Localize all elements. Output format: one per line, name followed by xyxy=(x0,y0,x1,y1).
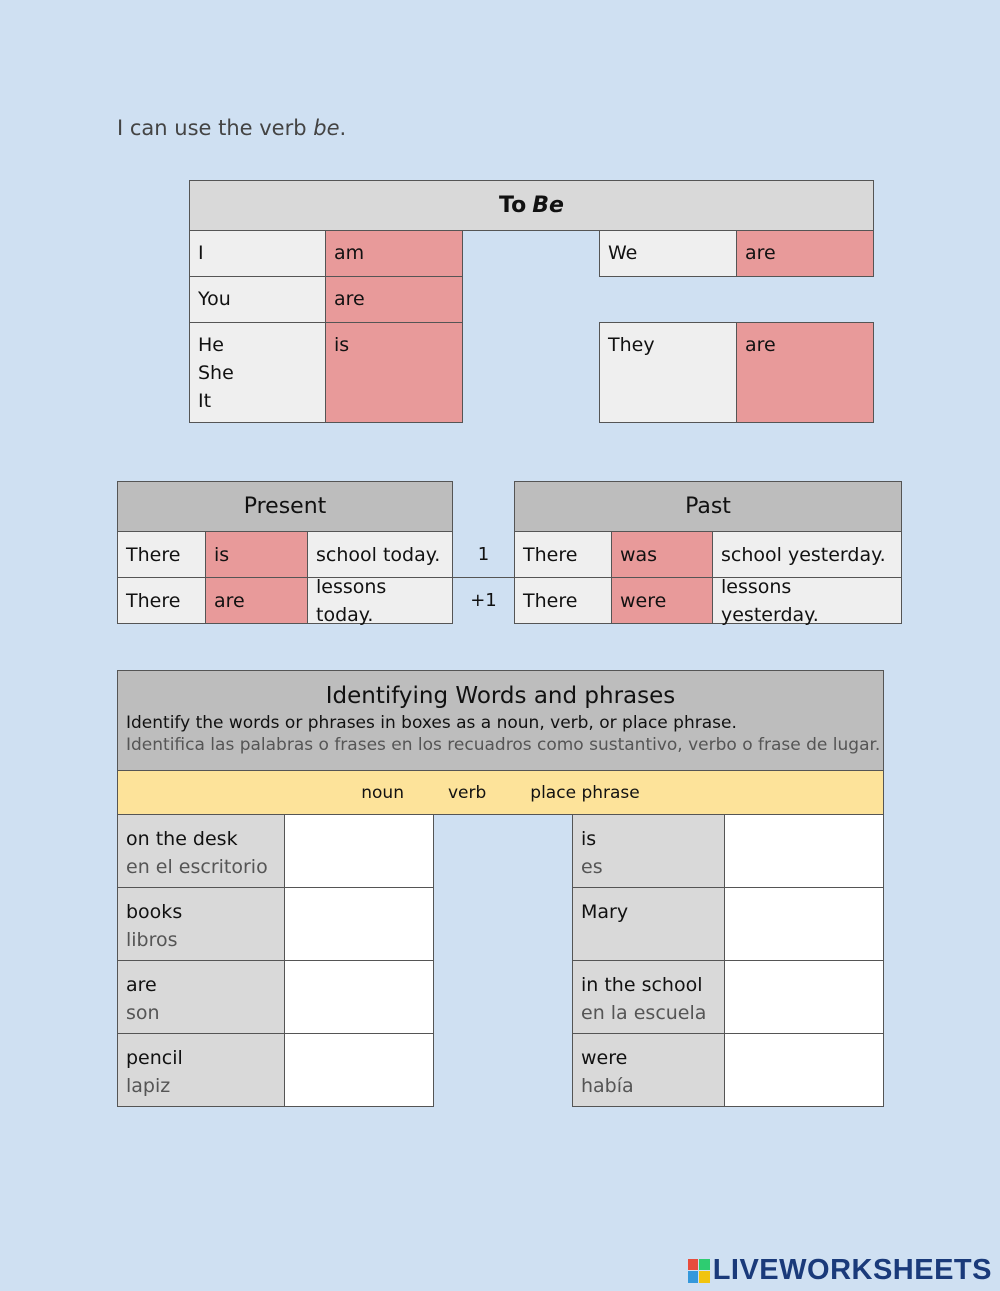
past-verb-were: were xyxy=(611,577,714,624)
verb-are-they: are xyxy=(736,322,874,423)
answer-box-is[interactable] xyxy=(724,814,884,888)
liveworksheets-logo: LIVEWORKSHEETS xyxy=(688,1254,992,1287)
word-in-the-school: in the school en la escuela xyxy=(572,960,725,1034)
objective-text: I can use the verb be. xyxy=(117,116,347,140)
word-mary: Mary xyxy=(572,887,725,961)
identify-title: Identifying Words and phrases xyxy=(325,683,676,709)
count-plural: +1 xyxy=(470,590,497,611)
pronoun-you: You xyxy=(189,276,327,323)
bank-verb[interactable]: verb xyxy=(447,782,487,803)
word-pencil: pencil lapiz xyxy=(117,1033,285,1107)
identify-instruction-es: Identifica las palabras o frases en los recuadros como sustantivo, verbo o frase de lugar. xyxy=(126,735,881,755)
present-subject-2: There xyxy=(117,577,207,624)
to-be-title: To Be xyxy=(189,180,874,231)
present-rest-2: lessons today. xyxy=(307,577,453,624)
present-title: Present xyxy=(117,481,453,532)
count-singular: 1 xyxy=(453,531,514,578)
past-title: Past xyxy=(514,481,902,532)
answer-box-books[interactable] xyxy=(284,887,434,961)
pronoun-he-she-it: He She It xyxy=(189,322,327,423)
past-rest-1: school yesterday. xyxy=(712,531,902,578)
word-books: books libros xyxy=(117,887,285,961)
present-rest-1: school today. xyxy=(307,531,453,578)
verb-is: is xyxy=(325,322,463,423)
answer-box-on-the-desk[interactable] xyxy=(284,814,434,888)
past-rest-2: lessons yesterday. xyxy=(712,577,902,624)
present-verb-is: is xyxy=(205,531,309,578)
past-verb-was: was xyxy=(611,531,714,578)
pronoun-i: I xyxy=(189,230,327,277)
past-subject-2: There xyxy=(514,577,613,624)
answer-box-in-the-school[interactable] xyxy=(724,960,884,1034)
bank-noun[interactable]: noun xyxy=(361,782,404,803)
answer-box-pencil[interactable] xyxy=(284,1033,434,1107)
identify-instruction-en: Identify the words or phrases in boxes as a noun, verb, or place phrase. xyxy=(126,713,737,733)
past-subject-1: There xyxy=(514,531,613,578)
word-are: are son xyxy=(117,960,285,1034)
verb-are-you: are xyxy=(325,276,463,323)
word-bank xyxy=(117,771,884,815)
answer-box-are[interactable] xyxy=(284,960,434,1034)
answer-box-mary[interactable] xyxy=(724,887,884,961)
logo-icon xyxy=(688,1259,710,1283)
pronoun-we: We xyxy=(599,230,737,277)
identify-header xyxy=(117,670,884,771)
bank-place-phrase[interactable]: place phrase xyxy=(530,782,640,803)
pronoun-they: They xyxy=(599,322,737,423)
present-verb-are: are xyxy=(205,577,309,624)
word-on-the-desk: on the desk en el escritorio xyxy=(117,814,285,888)
verb-am: am xyxy=(325,230,463,277)
word-were: were había xyxy=(572,1033,725,1107)
word-is: is es xyxy=(572,814,725,888)
answer-box-were[interactable] xyxy=(724,1033,884,1107)
present-subject-1: There xyxy=(117,531,207,578)
verb-are-we: are xyxy=(736,230,874,277)
